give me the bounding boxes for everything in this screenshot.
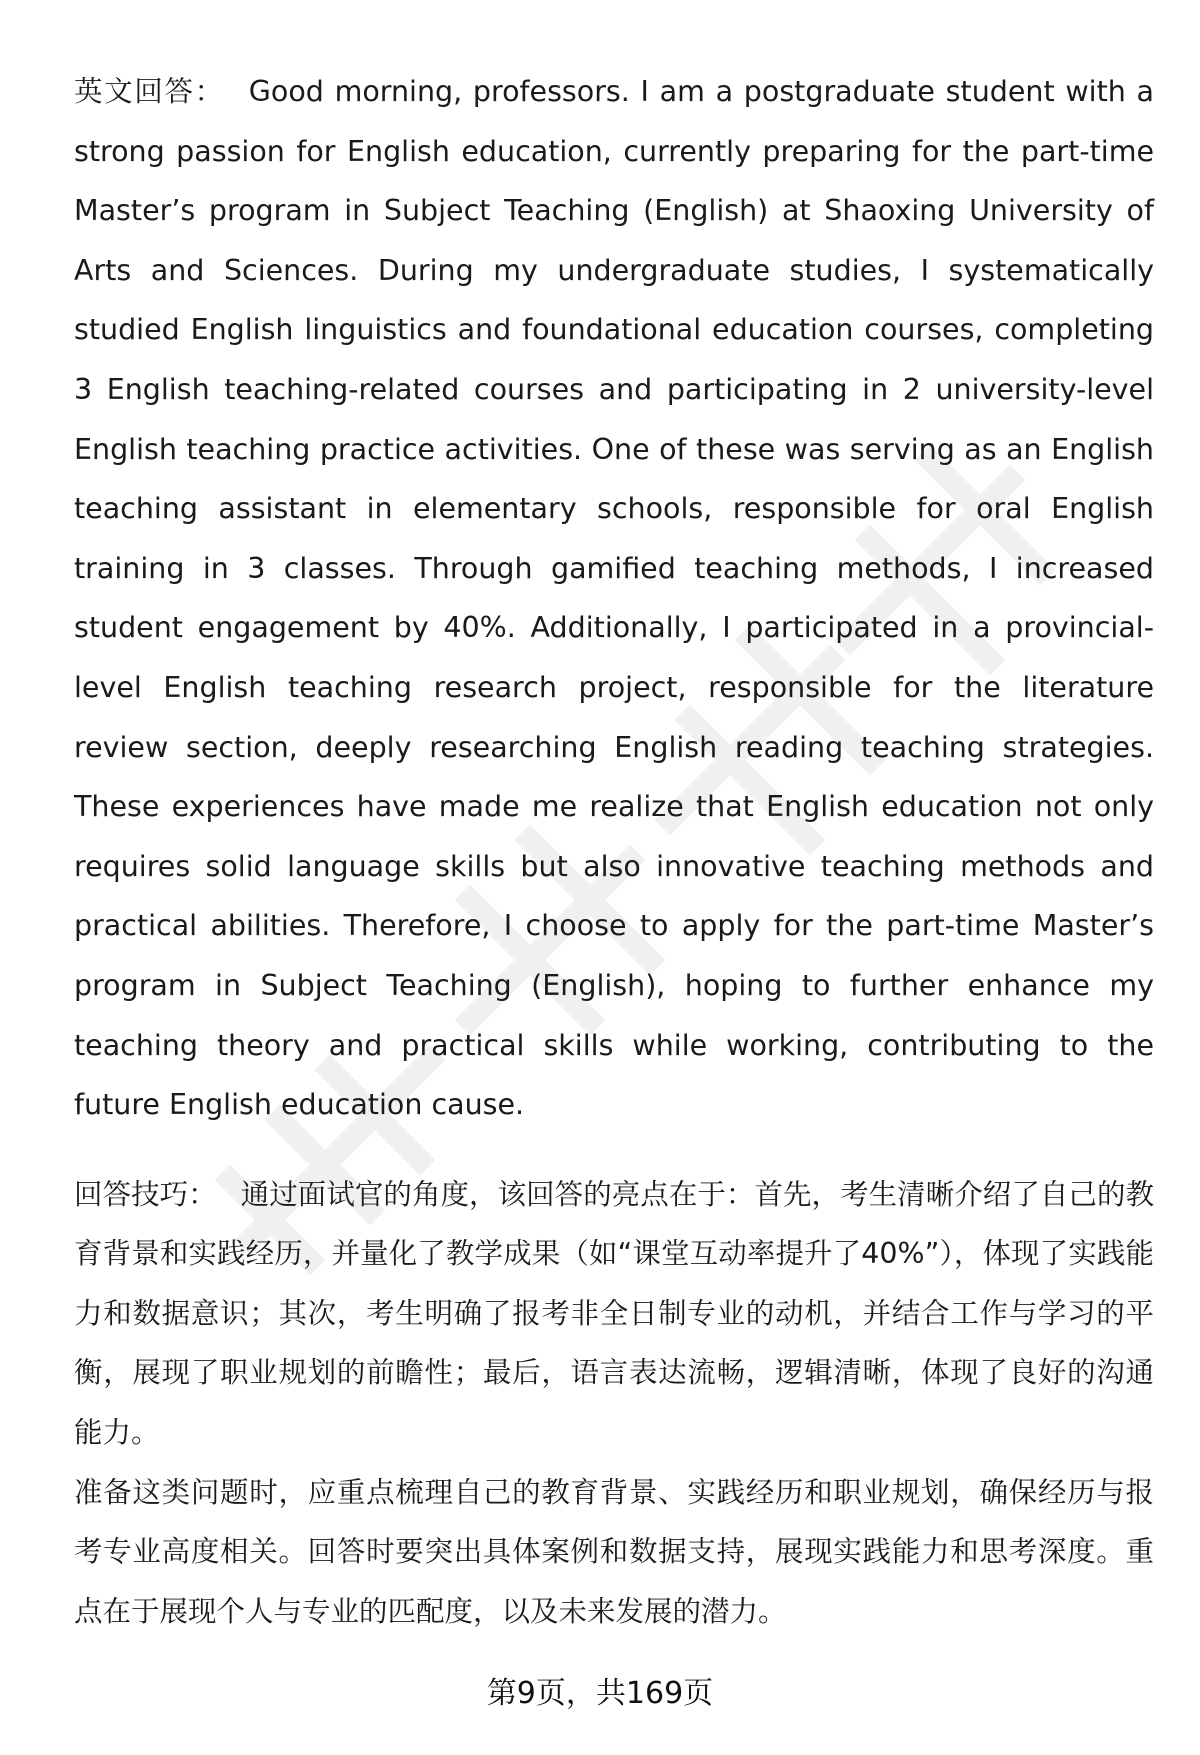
english-answer-paragraph (74, 62, 1154, 1135)
answer-tips-label: 回答技巧： (74, 1177, 217, 1211)
page-number: 第9页，共169页 (486, 1676, 714, 1711)
main-content (74, 62, 1154, 1641)
english-answer-text: Good morning, professors. I am a postgraduate student with a strong passion for English education, currently preparing for the part-time Master’s program in Subject Teaching (English) at Shaoxing University of Arts and Sciences. During my undergraduate studies, I systematically studied English linguistics and foundational education courses, completing 3 English teaching-related courses and participating in 2 university-level English teaching practice activities. One of these was serving as an English teaching assistant in elementary schools, responsible for oral English training in 3 classes. Through gamified teaching methods, I increased student engagement by 40%. Additionally, I participated in a provincial-level English teaching research project, responsible for the literature review section, deeply researching English reading teaching strategies. These experiences have made me realize that English education not only requires solid language skills but also innovative teaching methods and practical abilities. Therefore, I choose to apply for the part-time Master’s program in Subject Teaching (English), hoping to further enhance my teaching theory and practical skills while working, contributing to the future English education cause. (74, 75, 1154, 1122)
english-answer-label: 英文回答： (74, 75, 225, 108)
preparation-advice-text: 准备这类问题时，应重点梳理自己的教育背景、实践经历和职业规划，确保经历与报考专业高度相关。回答时要突出具体案例和数据支持，展现实践能力和思考深度。重点在于展现个人与专业的匹配度，以及未来发展的潜力。 (74, 1475, 1154, 1628)
answer-tips-paragraph (74, 1165, 1154, 1463)
preparation-advice-paragraph (74, 1463, 1154, 1642)
answer-tips-text: 通过面试官的角度，该回答的亮点在于：首先，考生清晰介绍了自己的教育背景和实践经历，并量化了教学成果（如“课堂互动率提升了40%”），体现了实践能力和数据意识；其次，考生明确了报考非全日制专业的动机，并结合工作与学习的平衡，展现了职业规划的前瞻性；最后，语言表达流畅，逻辑清晰，体现了良好的沟通能力。 (74, 1177, 1154, 1450)
